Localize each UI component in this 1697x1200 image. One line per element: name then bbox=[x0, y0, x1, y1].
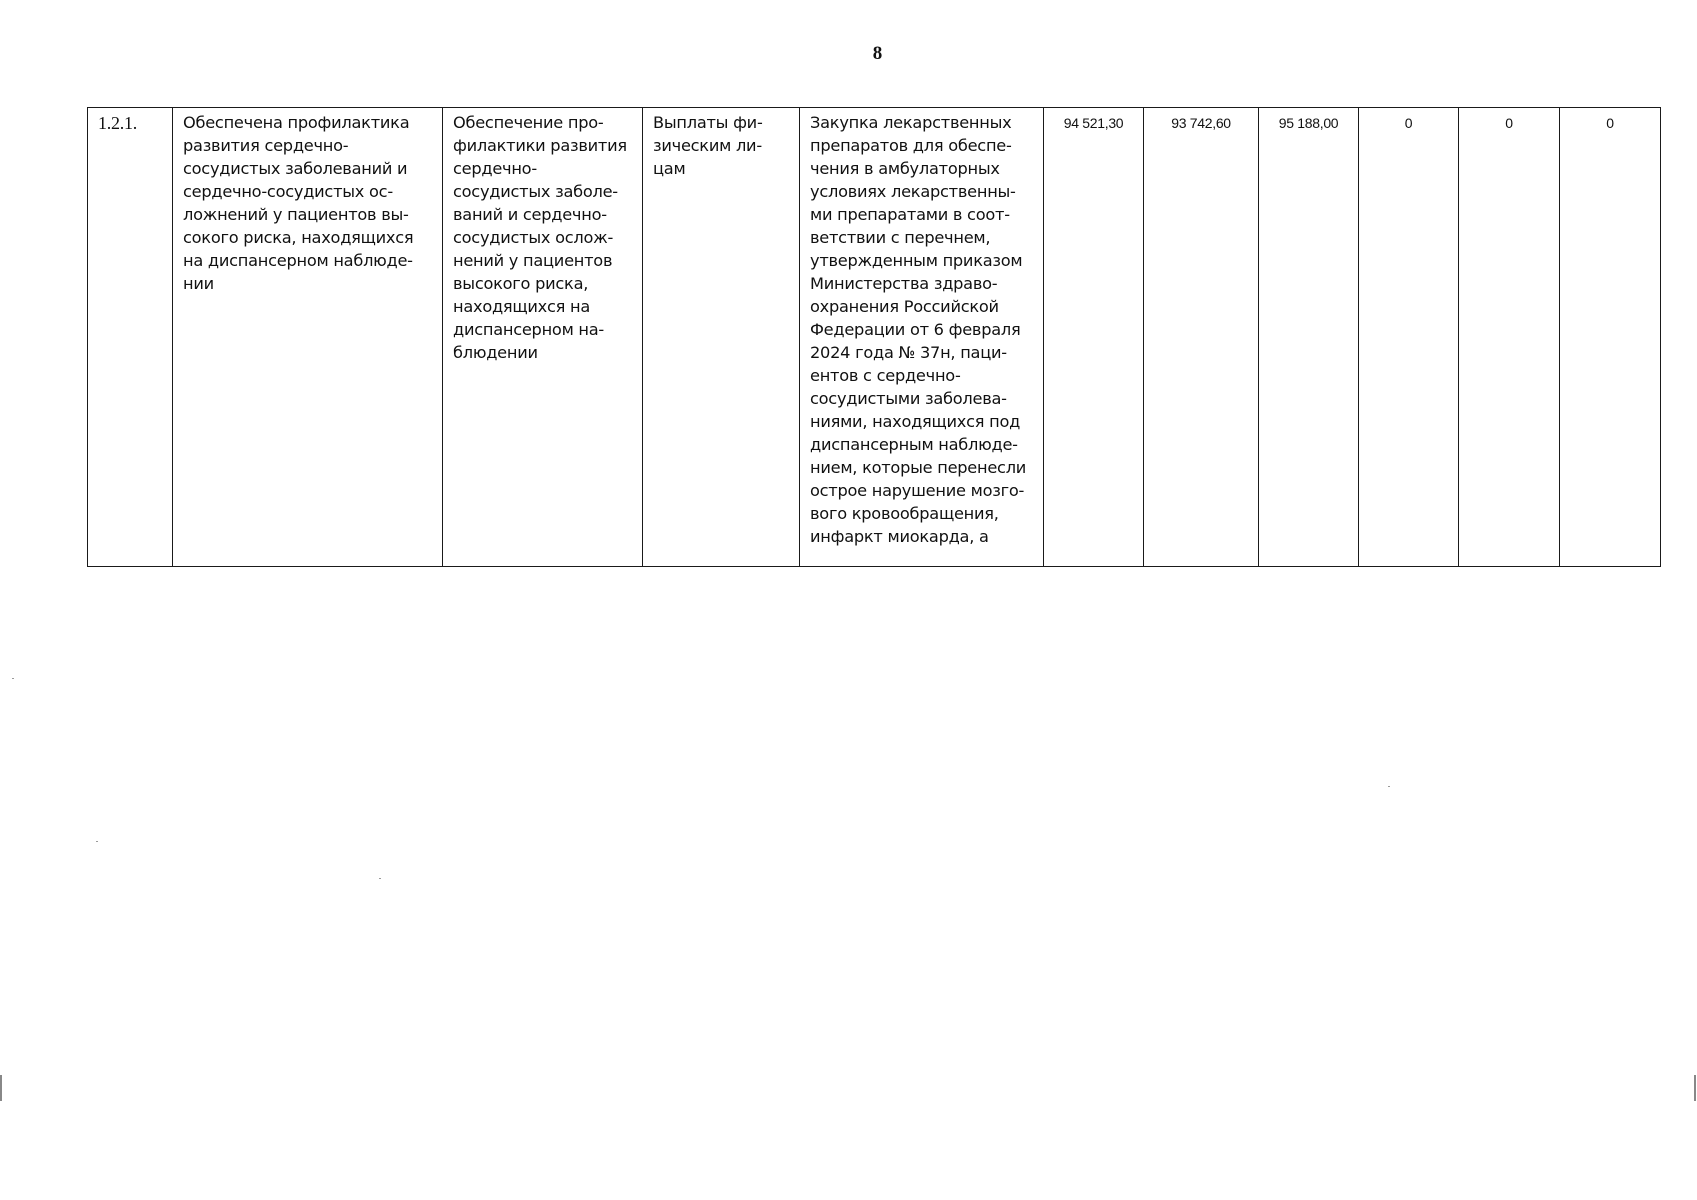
description-cell: Закупка лекарственных препаратов для обеспе- чения в амбулаторных условиях лекарственны- ми препаратами в соот- ветствии с перечнем, утвержденным приказом Министерства здраво- охранения Российской Федерации от 6 февраля 2024 года № 37н, паци- ентов с сердечно- сосудистыми заболева- ниями, находящихся под диспансерным наблюде- нием, которые перенесли острое нарушение мозго- вого кровообращения, инфаркт миокарда, а bbox=[800, 108, 1044, 567]
page-number: 8 bbox=[872, 43, 883, 64]
scan-speck bbox=[1388, 786, 1390, 787]
amount-cell-2: 93 742,60 bbox=[1144, 108, 1259, 567]
amount-cell-6: 0 bbox=[1560, 108, 1661, 567]
scan-edge-mark-left bbox=[0, 1075, 2, 1101]
payment-type-cell: Выплаты фи- зическим ли- цам bbox=[643, 108, 800, 567]
row-code-cell: 1.2.1. bbox=[88, 108, 173, 567]
result-cell: Обеспечена профилактика развития сердечно- сосудистых заболеваний и сердечно-сосудистых ос- ложнений у пациентов вы- сокого риска, находящихся на диспансерном наблюде- нии bbox=[173, 108, 443, 567]
scan-edge-mark-right bbox=[1694, 1075, 1696, 1101]
scan-speck bbox=[379, 878, 381, 879]
budget-table bbox=[87, 107, 1661, 567]
amount-cell-3: 95 188,00 bbox=[1259, 108, 1359, 567]
scan-speck bbox=[96, 841, 98, 842]
scan-speck bbox=[12, 678, 14, 679]
amount-cell-5: 0 bbox=[1459, 108, 1560, 567]
table-row bbox=[88, 108, 1661, 567]
measure-cell: Обеспечение про- филактики развития сердечно- сосудистых заболе- ваний и сердечно- сосудистых ослож- нений у пациентов высокого риска, находящихся на диспансерном на- блюдении bbox=[443, 108, 643, 567]
amount-cell-1: 94 521,30 bbox=[1044, 108, 1144, 567]
amount-cell-4: 0 bbox=[1359, 108, 1459, 567]
